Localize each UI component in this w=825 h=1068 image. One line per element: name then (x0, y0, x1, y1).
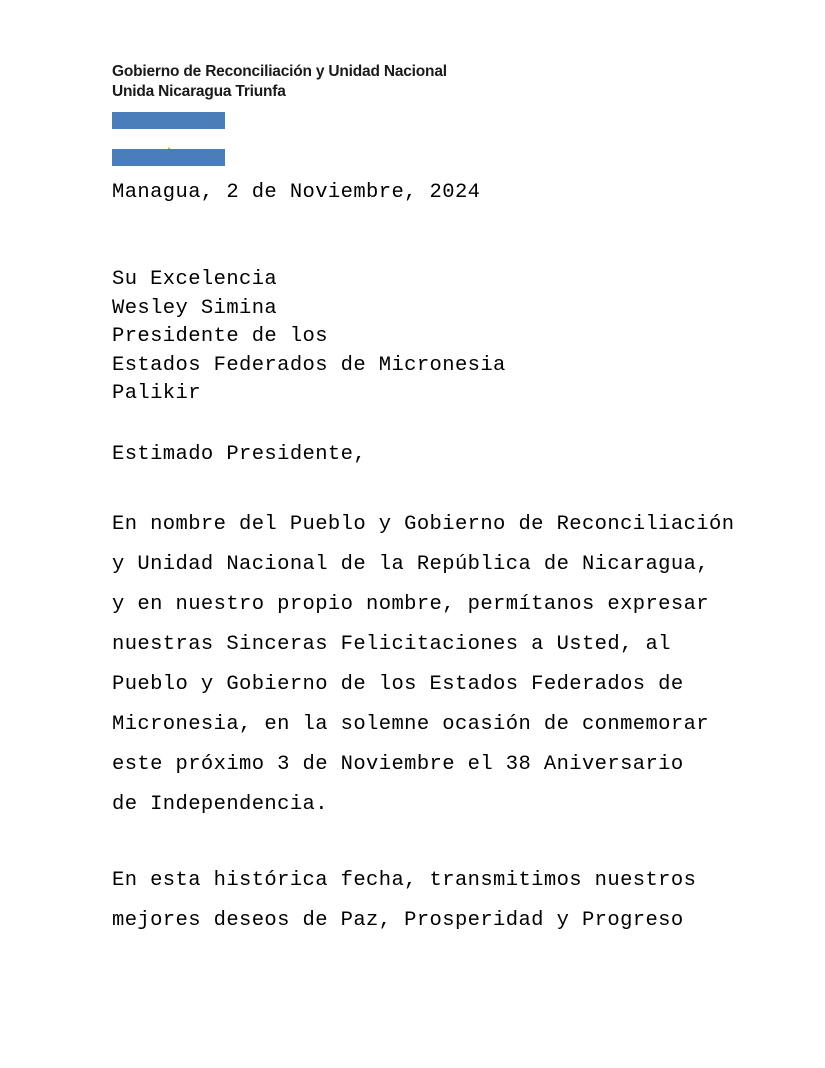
paragraph-line: Pueblo y Gobierno de los Estados Federados de (112, 672, 684, 696)
letterhead-line-2: Unida Nicaragua Triunfa (112, 83, 286, 100)
paragraph-line: y Unidad Nacional de la República de Nicaragua, (112, 552, 709, 576)
flag-band-middle (112, 129, 225, 149)
addressee-line: Wesley Simina (112, 296, 278, 320)
letter-salutation: Estimado Presidente, (112, 442, 367, 466)
flag-band-bottom (112, 149, 225, 166)
paragraph-line: de Independencia. (112, 792, 328, 816)
letterhead (112, 62, 752, 102)
paragraph-line: nuestras Sinceras Felicitaciones a Usted, al (112, 632, 671, 656)
letter-date: Managua, 2 de Noviembre, 2024 (112, 181, 481, 204)
letter-paragraph-2 (112, 861, 713, 941)
paragraph-line: En nombre del Pueblo y Gobierno de Reconciliación (112, 512, 735, 536)
letter-paragraph-1 (112, 505, 735, 825)
paragraph-line: Micronesia, en la solemne ocasión de conmemorar (112, 712, 709, 736)
paragraph-line: este próximo 3 de Noviembre el 38 Aniversario (112, 752, 684, 776)
flag-band-top (112, 112, 225, 129)
letter-addressee (112, 266, 713, 409)
paragraph-line: En esta histórica fecha, transmitimos nuestros (112, 868, 697, 892)
addressee-line: Su Excelencia (112, 268, 278, 291)
addressee-line: Palikir (112, 382, 201, 405)
addressee-line: Presidente de los (112, 325, 328, 348)
paragraph-line: y en nuestro propio nombre, permítanos expresar (112, 592, 709, 616)
letterhead-line-1: Gobierno de Reconciliación y Unidad Nacional (112, 63, 447, 80)
addressee-line: Estados Federados de Micronesia (112, 353, 506, 377)
nicaragua-flag-icon (112, 112, 225, 166)
paragraph-line: mejores deseos de Paz, Prosperidad y Progreso (112, 908, 684, 932)
letter-body (112, 178, 735, 941)
